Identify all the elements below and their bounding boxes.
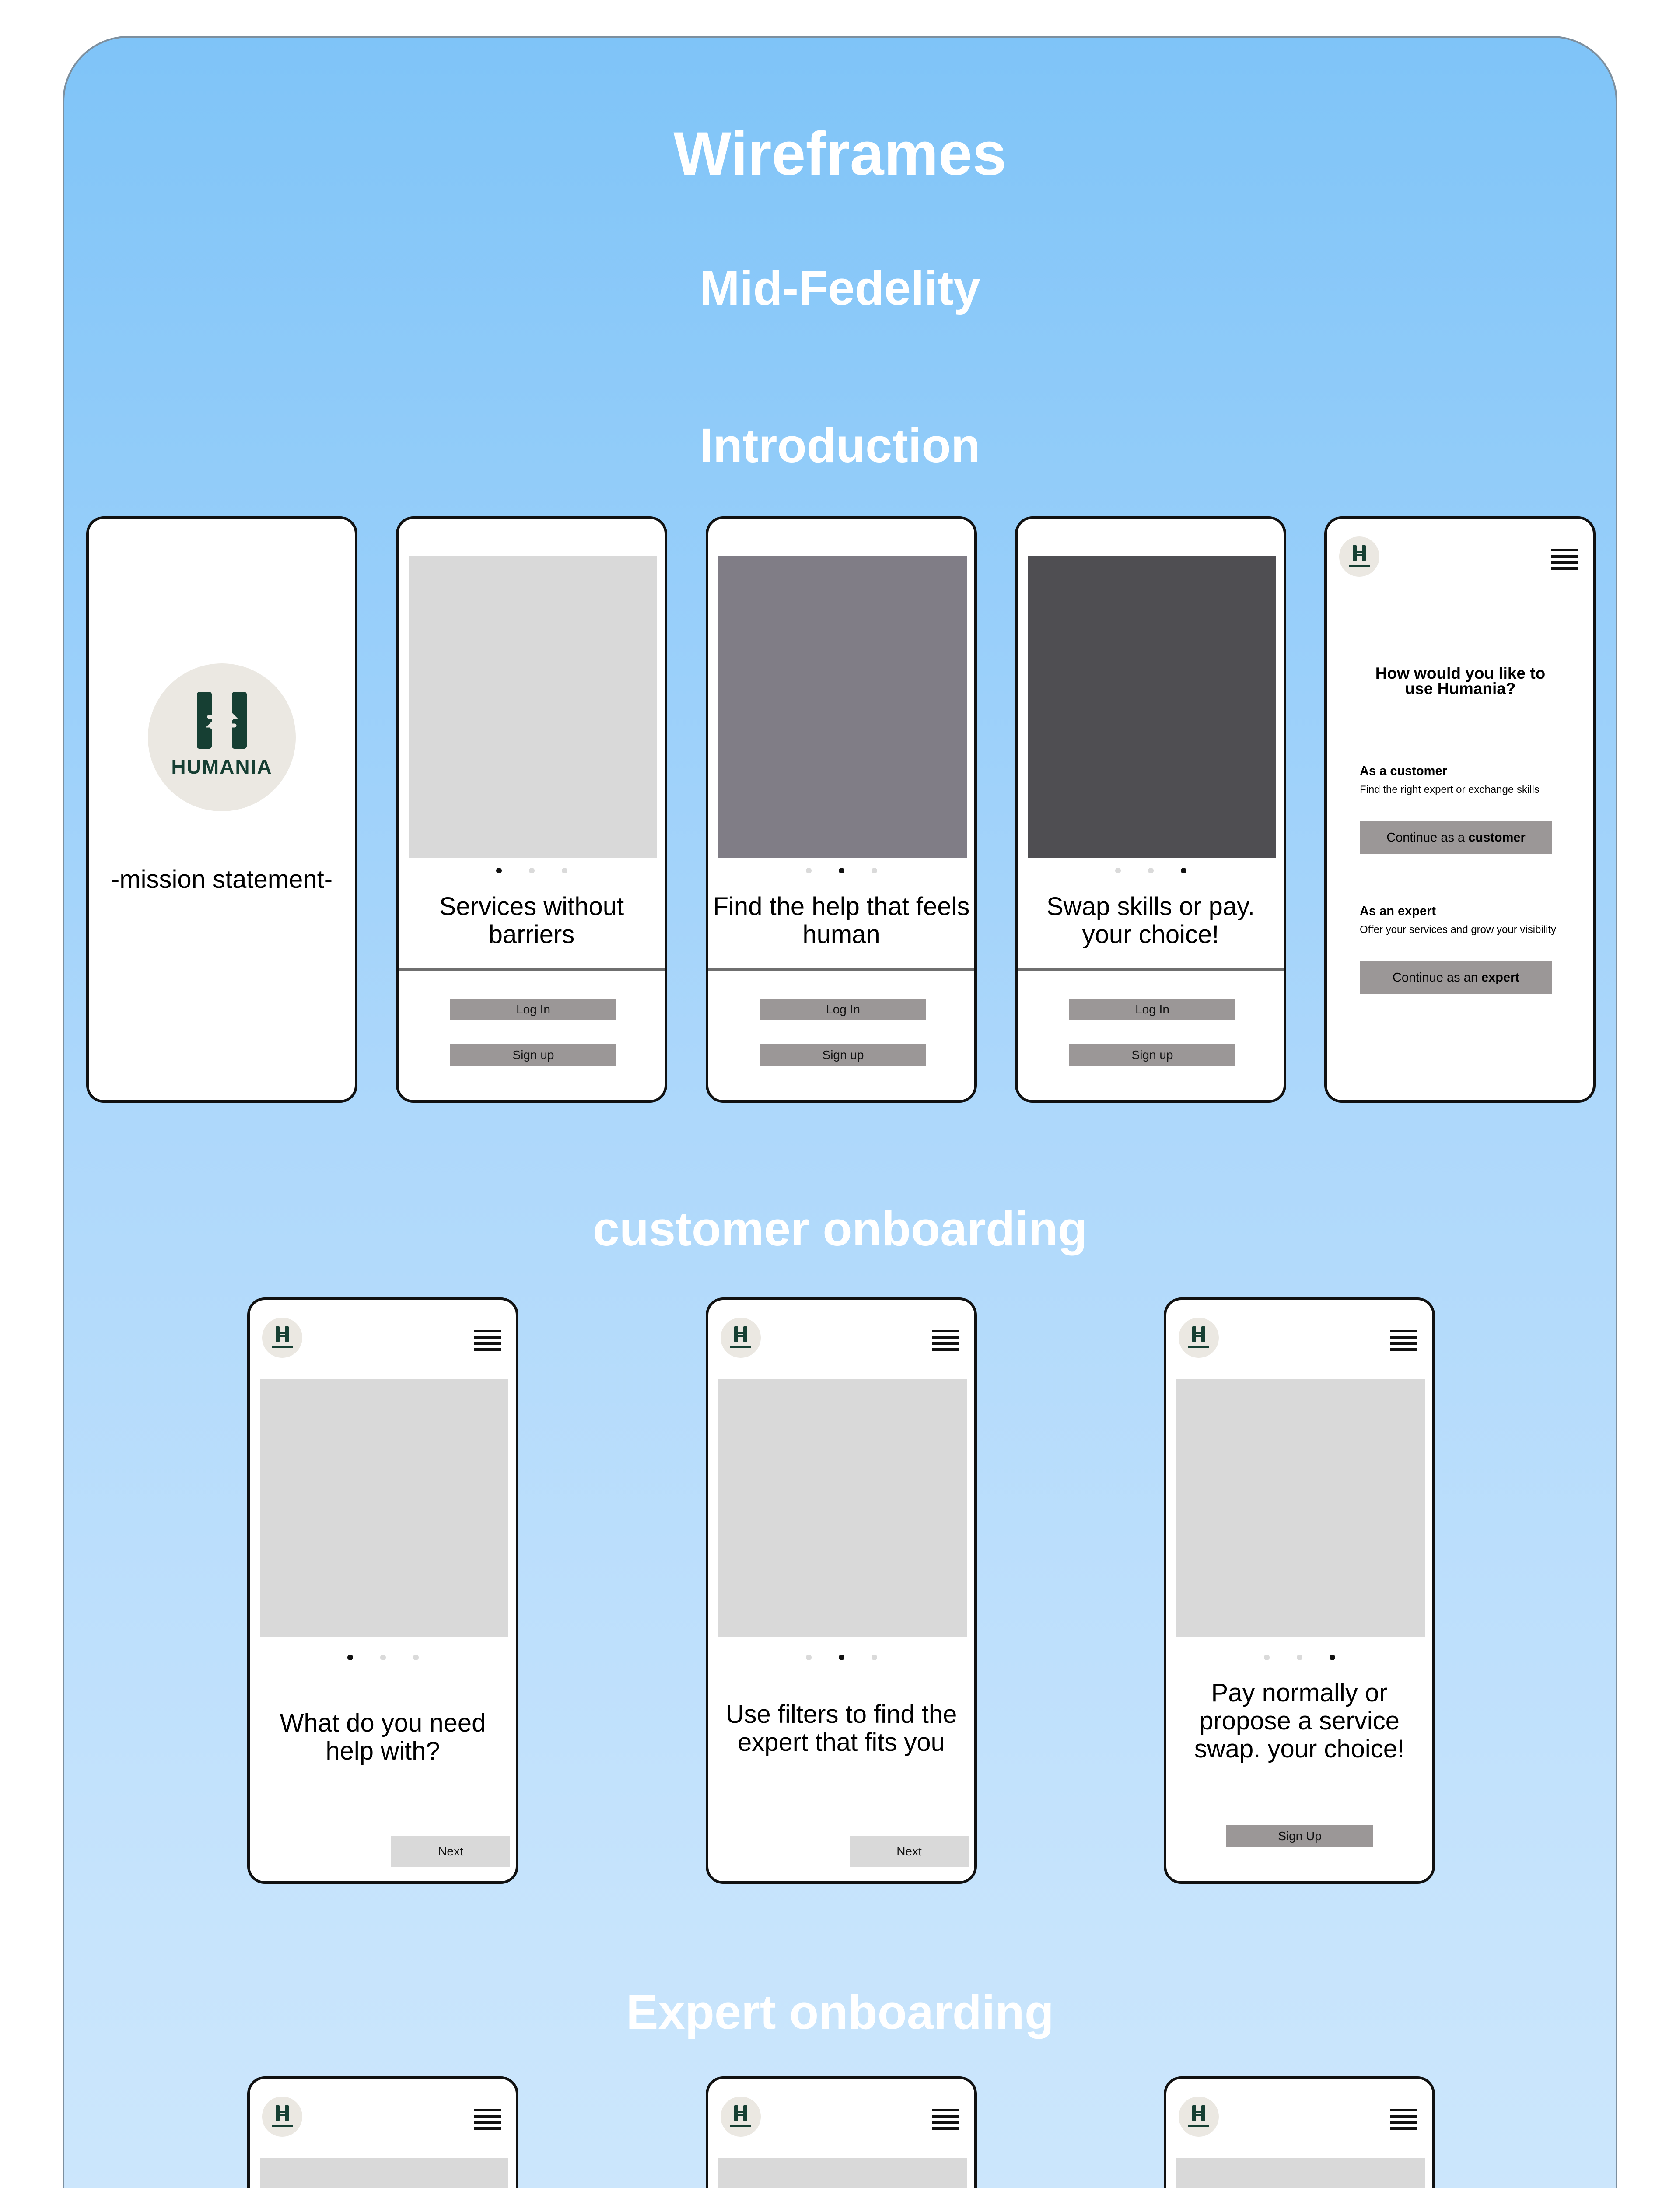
image-placeholder	[718, 1379, 967, 1637]
hamburger-menu-icon[interactable]	[1390, 1330, 1418, 1351]
pagination-dot[interactable]	[1330, 1655, 1335, 1660]
hamburger-menu-icon[interactable]	[1551, 549, 1578, 570]
expert-option-description: Offer your services and grow your visibility	[1360, 924, 1557, 936]
signup-button[interactable]: Sign up	[450, 1044, 616, 1066]
signup-button[interactable]: Sign up	[1069, 1044, 1236, 1066]
pagination-dots[interactable]	[399, 868, 665, 873]
phone-splash	[86, 516, 357, 1103]
image-placeholder	[409, 556, 657, 858]
phone-customer-onboarding-1	[247, 1297, 518, 1884]
slide-title: What do you need help with?	[280, 1709, 486, 1765]
section-title-introduction: Introduction	[700, 419, 980, 473]
hamburger-menu-icon[interactable]	[932, 2109, 959, 2130]
signup-button[interactable]: Sign Up	[1226, 1825, 1373, 1847]
logo-wordmark: HUMANIA	[171, 755, 273, 778]
pagination-dot[interactable]	[496, 868, 502, 873]
pagination-dot[interactable]	[839, 1655, 844, 1660]
pagination-dot[interactable]	[806, 1655, 812, 1660]
pagination-dot[interactable]	[347, 1655, 353, 1660]
page-title: Wireframes	[673, 119, 1007, 188]
next-button[interactable]: Next	[850, 1836, 969, 1867]
section-title-customer-onboarding: customer onboarding	[592, 1202, 1088, 1256]
humania-logo-icon[interactable]	[1179, 2097, 1219, 2137]
button-label-strong: customer	[1468, 831, 1526, 845]
login-button[interactable]: Log In	[450, 999, 616, 1020]
humania-logo-icon[interactable]	[721, 2097, 761, 2137]
phone-expert-onboarding-1	[247, 2076, 518, 2188]
continue-as-expert-button[interactable]	[1360, 961, 1552, 994]
pagination-dots[interactable]	[250, 1655, 516, 1660]
next-button[interactable]: Next	[391, 1836, 510, 1867]
pagination-dots[interactable]	[1018, 868, 1284, 873]
phone-expert-onboarding-2	[706, 2076, 977, 2188]
pagination-dot[interactable]	[380, 1655, 386, 1660]
choice-title: How would you like to use Humania?	[1375, 664, 1546, 698]
humania-logo-icon[interactable]	[262, 2097, 302, 2137]
phone-role-choice	[1324, 516, 1596, 1103]
button-label: Continue as an	[1392, 971, 1478, 985]
humania-logo-icon[interactable]	[262, 1318, 302, 1358]
humania-logo-icon[interactable]	[1179, 1318, 1219, 1358]
pagination-dot[interactable]	[413, 1655, 419, 1660]
image-placeholder	[1176, 1379, 1425, 1637]
image-placeholder	[1028, 556, 1276, 858]
page-subtitle: Mid-Fedelity	[700, 261, 980, 315]
phone-customer-onboarding-2	[706, 1297, 977, 1884]
slide-title: Swap skills or pay. your choice!	[1046, 892, 1255, 949]
divider	[399, 968, 665, 971]
pagination-dots[interactable]	[1166, 1655, 1432, 1660]
phone-customer-onboarding-3	[1164, 1297, 1435, 1884]
image-placeholder	[1176, 2158, 1425, 2188]
pagination-dot[interactable]	[1264, 1655, 1270, 1660]
pagination-dot[interactable]	[529, 868, 535, 873]
customer-option-description: Find the right expert or exchange skills	[1360, 784, 1540, 796]
pagination-dot[interactable]	[1181, 868, 1186, 873]
slide-title: Services without barriers	[439, 892, 624, 949]
humania-logo-icon[interactable]	[721, 1318, 761, 1358]
button-label-strong: expert	[1481, 971, 1520, 985]
pagination-dot[interactable]	[1297, 1655, 1302, 1660]
signup-button[interactable]: Sign up	[760, 1044, 926, 1066]
humania-logo-icon	[148, 663, 296, 811]
pagination-dot[interactable]	[1115, 868, 1121, 873]
pagination-dot[interactable]	[562, 868, 567, 873]
button-label: Continue as a	[1386, 831, 1465, 845]
slide-title: Pay normally or propose a service swap. your choice!	[1194, 1679, 1405, 1763]
phone-intro-slide-2	[706, 516, 977, 1103]
mission-statement: -mission statement-	[111, 865, 333, 894]
divider	[1018, 968, 1284, 971]
pagination-dot[interactable]	[1148, 868, 1154, 873]
slide-title: Use filters to find the expert that fits you	[725, 1700, 957, 1757]
phone-expert-onboarding-3	[1164, 2076, 1435, 2188]
pagination-dot[interactable]	[806, 868, 812, 873]
image-placeholder	[718, 556, 967, 858]
pagination-dots[interactable]	[708, 868, 974, 873]
image-placeholder	[260, 2158, 508, 2188]
hamburger-menu-icon[interactable]	[1390, 2109, 1418, 2130]
pagination-dots[interactable]	[708, 1655, 974, 1660]
pagination-dot[interactable]	[872, 1655, 877, 1660]
expert-option-heading: As an expert	[1360, 904, 1436, 918]
divider	[708, 968, 974, 971]
login-button[interactable]: Log In	[1069, 999, 1236, 1020]
login-button[interactable]: Log In	[760, 999, 926, 1020]
phone-intro-slide-3	[1015, 516, 1286, 1103]
hamburger-menu-icon[interactable]	[474, 1330, 501, 1351]
customer-option-heading: As a customer	[1360, 764, 1447, 778]
slide-title: Find the help that feels human	[713, 892, 970, 949]
humania-logo-icon[interactable]	[1339, 536, 1379, 577]
image-placeholder	[718, 2158, 967, 2188]
section-title-expert-onboarding: Expert onboarding	[626, 1985, 1054, 2039]
hamburger-menu-icon[interactable]	[932, 1330, 959, 1351]
pagination-dot[interactable]	[872, 868, 877, 873]
phone-intro-slide-1	[396, 516, 667, 1103]
image-placeholder	[260, 1379, 508, 1637]
hamburger-menu-icon[interactable]	[474, 2109, 501, 2130]
pagination-dot[interactable]	[839, 868, 844, 873]
continue-as-customer-button[interactable]	[1360, 821, 1552, 854]
